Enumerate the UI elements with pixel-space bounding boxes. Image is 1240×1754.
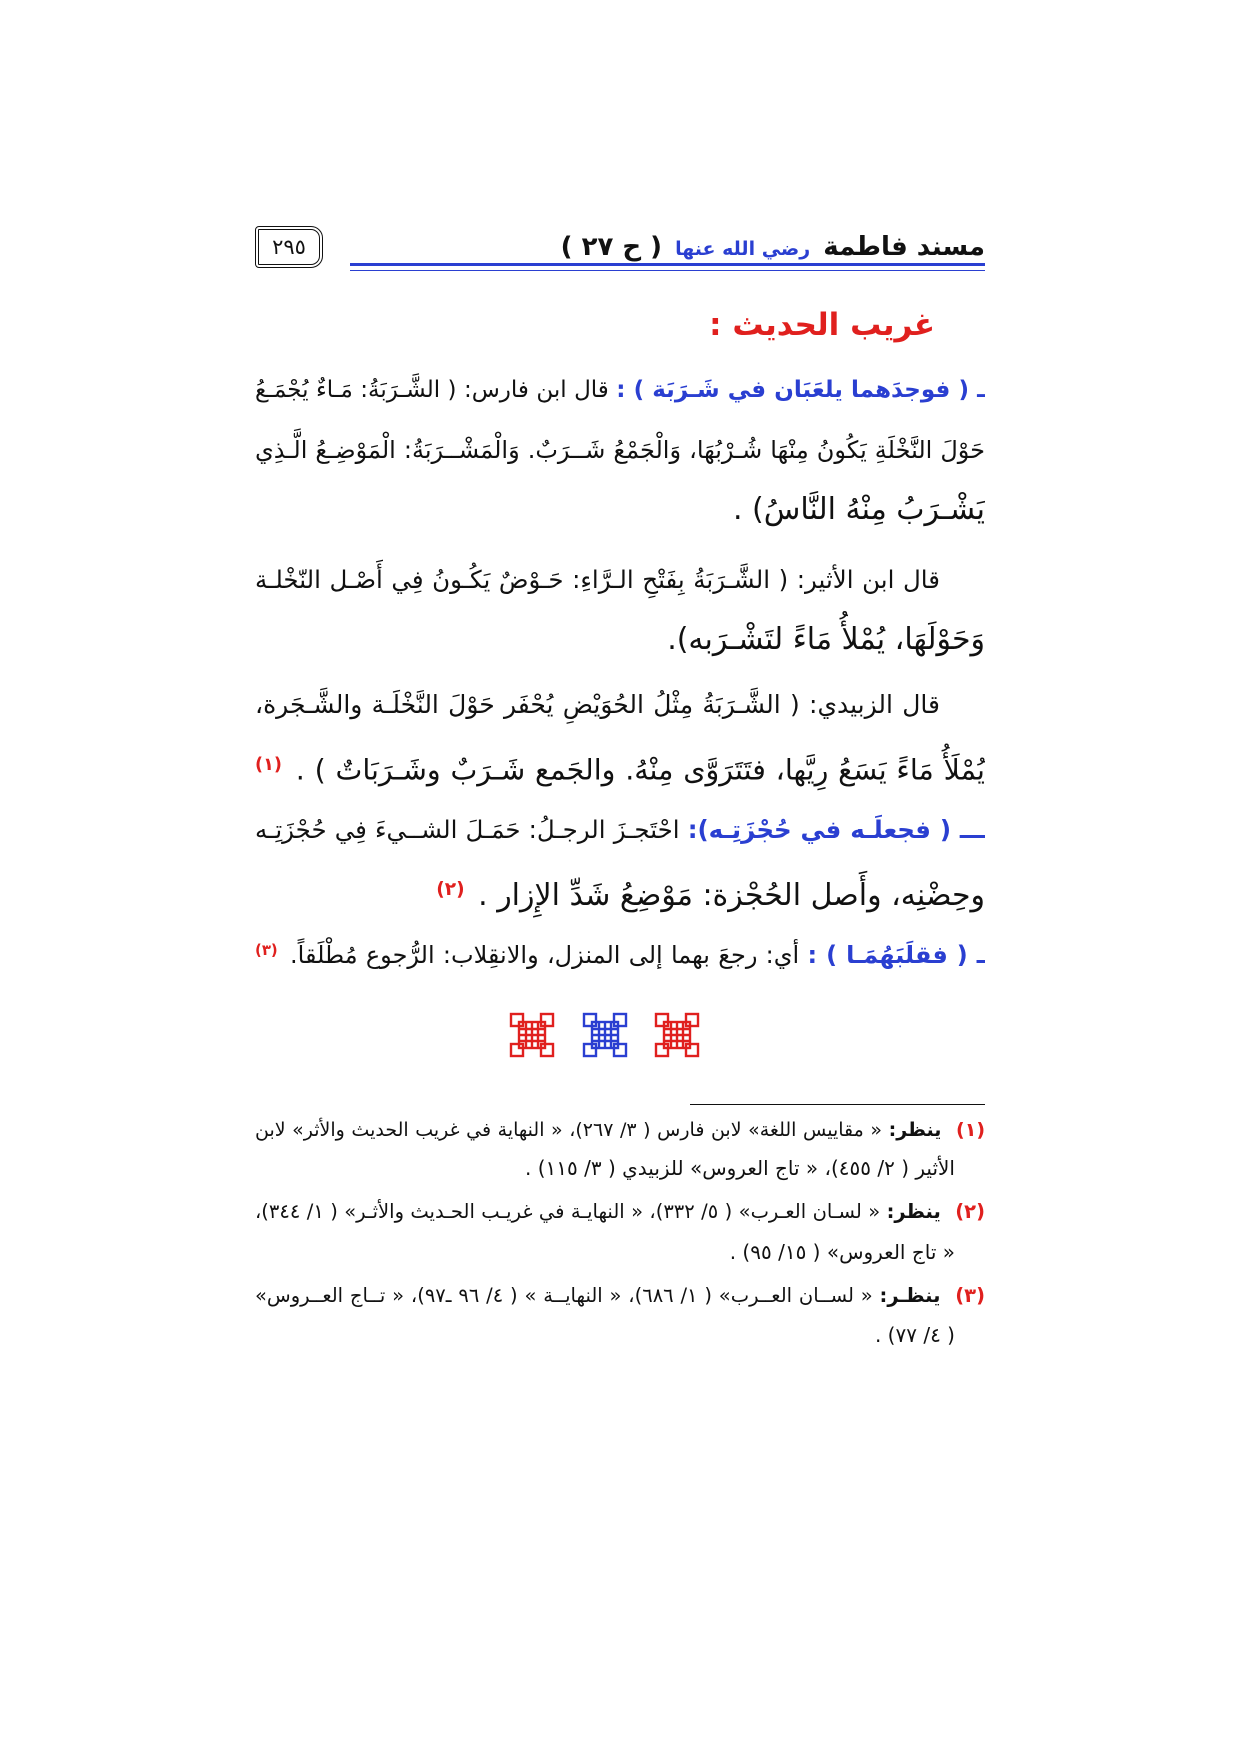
footnote-text: الأثير ( ٢/ ٤٥٥)، « تاج العروس» للزبيدي ( ٣/ ١١٥) . xyxy=(524,1156,955,1180)
section-title: غريب الحديث : xyxy=(709,307,935,343)
footnote-line xyxy=(255,1113,985,1147)
line-text: أي: رجعَ بهما إلى المنزل، والانقِلاب: الرُّجوع مُطْلَقاً. xyxy=(290,941,800,970)
line-text: قال الزبيدي: ( الشَّـرَبَةُ مِثْلُ الحُوَيْضِ يُحْفَر حَوْلَ النَّخْلَـة والشَّـجَرة، xyxy=(255,690,940,719)
header-rule xyxy=(350,263,985,266)
line-text: يُمْلَأُ مَاءً يَسَعُ رِيَّها، فتَتَرَوَّى مِنْهُ. والجَمع شَـرَبٌ وشَـرَبَاتٌ ) . xyxy=(295,753,985,787)
hadith-ref: ( ح ٢٧ ) xyxy=(560,232,663,262)
body-line xyxy=(255,860,985,920)
footnote-text: « لسـان العـرب» ( ٥/ ٣٣٢)، « النهايـة في غريـب الحـديث والأثـر» ( ١/ ٣٤٤)، xyxy=(255,1200,881,1223)
footnote-line xyxy=(255,1318,955,1352)
body-line xyxy=(255,420,985,480)
footnote-number: (٣) xyxy=(955,1284,985,1307)
body-line xyxy=(255,800,985,860)
running-header xyxy=(561,226,985,268)
body-line xyxy=(255,675,940,735)
body-line xyxy=(255,610,985,670)
line-text: قال ابن الأثير: ( الشَّـرَبَةُ بِفَتْحِ الـرَّاءِ: حَـوْضٌ يَكُـونُ فِي أَصْـل النّخْلـة xyxy=(255,565,940,594)
line-text: يَشْـرَبُ مِنْهُ النَّاسُ) . xyxy=(732,492,985,527)
page-number: ٢٩٥ xyxy=(255,226,323,268)
knot-ornament-icon xyxy=(507,1010,557,1060)
line-text: وحِضْنِه، وأَصل الحُجْزة: مَوْضِعُ شَدِّ الإِزار . xyxy=(478,878,985,914)
footnote-lead: ينظـر: xyxy=(879,1284,941,1307)
footnote-ref: (٣) xyxy=(255,941,278,959)
line-text: حَوْلَ النَّخْلَةِ يَكُونُ مِنْهَا شُـرْبُهَا، وَالْجَمْعُ شَــرَبٌ. وَالْمَشْــرَبَةُ: الْمَوْضِـعُ الَّـذِي xyxy=(255,436,985,464)
footnote-line xyxy=(255,1235,955,1269)
body-line xyxy=(255,480,985,540)
footnote-text: « تاج العروس» ( ١٥/ ٩٥) . xyxy=(729,1240,955,1264)
honorific: رضي الله عنها xyxy=(675,238,811,260)
footnote-text: « لســان العــرب» ( ١/ ٦٨٦)، « النهايــة » ( ٤/ ٩٦ ـ٩٧)، « تــاج العــروس» xyxy=(255,1284,873,1307)
line-text: احْتَجـزَ الرجـلُ: حَمَـلَ الشــيءَ فِي حُجْزَتِـه xyxy=(255,815,680,844)
line-text: قال ابن فارس: ( الشَّـرَبَةُ: مَـاءٌ يُجْمَـعُ xyxy=(255,377,609,403)
term-label: ـ ( فوجدَهما يلعَبَان في شَـرَبَة ) : xyxy=(616,377,985,403)
footnote-text: « مقاييس اللغة» لابن فارس ( ٣/ ٢٦٧)، « النهاية في غريب الحديث والأثر» لابن xyxy=(255,1119,883,1141)
knot-ornament-icon xyxy=(580,1010,630,1060)
footnote-ref: (١) xyxy=(255,755,282,775)
footnote-lead: ينظر: xyxy=(888,1119,942,1141)
header-title: مسند فاطمة xyxy=(823,232,985,262)
footnote-number: (١) xyxy=(956,1119,985,1141)
knot-ornament-icon xyxy=(652,1010,702,1060)
footnote-line xyxy=(255,1195,985,1229)
footnote-line xyxy=(255,1151,955,1185)
header-rule-thin xyxy=(350,270,985,271)
body-line xyxy=(255,550,940,610)
term-label: ـ ( فقلَبَهُمَـا ) : xyxy=(807,941,985,970)
footnote-number: (٢) xyxy=(955,1200,985,1223)
footnote-text: ( ٤/ ٧٧) . xyxy=(874,1323,955,1347)
body-line xyxy=(255,360,985,420)
footnote-line xyxy=(255,1279,985,1313)
footnote-ref: (٢) xyxy=(436,879,465,900)
footnote-lead: ينظر: xyxy=(886,1200,941,1223)
line-text: وَحَوْلَهَا، يُمْلأُ مَاءً لتَشْـرَبه). xyxy=(667,622,985,657)
body-line xyxy=(255,920,985,980)
footnote-separator xyxy=(690,1104,985,1105)
body-line xyxy=(255,735,985,795)
term-label: ـــ ( فجعلَـه في حُجْزَتِـه): xyxy=(687,815,985,844)
